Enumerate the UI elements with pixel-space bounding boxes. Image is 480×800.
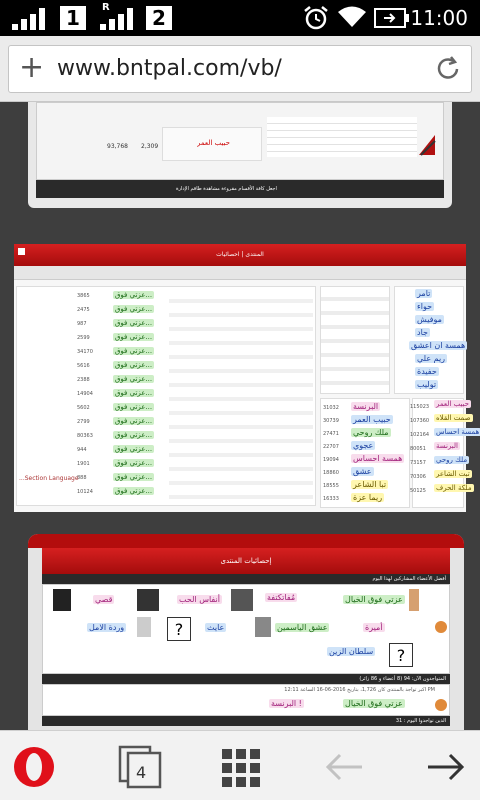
top-member[interactable]: البرنسة: [436, 442, 458, 450]
forum-desc: [267, 117, 417, 157]
top-members-list: [410, 398, 480, 508]
new-member[interactable]: ريم علي: [417, 354, 446, 363]
count-1: 30739: [323, 418, 339, 424]
record-text: أكبر تواجد بالمنتدى كان 1,726، بتاريخ 2016-06-16 الساعة 12:11 PM: [284, 687, 435, 693]
avatar-placeholder[interactable]: ?: [167, 617, 191, 641]
clock: 11:00: [410, 6, 468, 30]
author-tag[interactable]: عزتي فوق...: [115, 417, 153, 425]
member-tag[interactable]: عشق: [353, 467, 372, 476]
reload-icon[interactable]: [433, 54, 463, 84]
stats-header-row: [14, 266, 466, 280]
author-tag[interactable]: عزتي فوق...: [115, 473, 153, 481]
top-count-0: 115023: [410, 404, 430, 410]
online-area: [42, 684, 450, 716]
active-user[interactable]: قصي: [95, 595, 113, 604]
new-member[interactable]: حواء: [417, 302, 433, 311]
row-count-2: 2,309: [141, 143, 159, 150]
avatar[interactable]: [137, 589, 159, 611]
forum-footer-links[interactable]: اجعل كافة الأقسام مقروءة مشاهدة طاقم الإدارة: [176, 186, 277, 192]
top-count-3: 80051: [410, 446, 426, 452]
views-1: 2475: [77, 307, 90, 313]
count-7: 16333: [323, 496, 339, 502]
group-icon: [435, 699, 447, 711]
views-6: 2388: [77, 377, 90, 383]
group-icon: [435, 621, 447, 633]
count-3: 22707: [323, 444, 339, 450]
new-member[interactable]: همسة ان اعشق: [411, 341, 466, 350]
member-tag[interactable]: حبيب العمر: [353, 415, 391, 424]
active-user[interactable]: وردة الامل: [89, 623, 125, 632]
author-tag[interactable]: عزتي فوق...: [115, 487, 153, 495]
active-members-label: أفضل الأعضاء المشاركين لهذا اليوم: [372, 576, 446, 582]
top-member[interactable]: ملك روحي: [436, 456, 468, 464]
views-2: 987: [77, 321, 87, 327]
active-user[interactable]: عايث: [207, 623, 225, 632]
avatar[interactable]: [137, 617, 151, 637]
author-tag[interactable]: عزتي فوق...: [115, 389, 153, 397]
forum-footer-bar: [36, 180, 444, 198]
wifi-icon: [336, 5, 368, 29]
views-0: 3865: [77, 293, 90, 299]
avatar[interactable]: [231, 589, 253, 611]
author-tag[interactable]: عزتي فوق...: [115, 445, 153, 453]
signal-icon: [100, 6, 140, 30]
stats-title: المنتدى | احصائيات: [216, 251, 264, 258]
count-5: 18860: [323, 470, 339, 476]
new-member[interactable]: جاد: [417, 328, 428, 337]
forum-stats-title-bar: [42, 548, 450, 574]
online-user[interactable]: عزتي فوق الخيال: [345, 699, 403, 708]
count-2: 27471: [323, 431, 339, 437]
avatar[interactable]: [53, 589, 71, 611]
top-member[interactable]: تبت الشاعر: [436, 470, 470, 478]
sim1-badge: 1: [60, 6, 86, 30]
new-threads-table: [320, 286, 390, 394]
last-post-user[interactable]: حبيب العمر: [197, 139, 231, 147]
avatar-placeholder[interactable]: ?: [389, 643, 413, 667]
online-user[interactable]: البرنسة !: [271, 699, 302, 708]
top-count-1: 107360: [410, 418, 430, 424]
author-tag[interactable]: عزتي فوق...: [115, 403, 153, 411]
active-user[interactable]: مُفاتكتفة: [267, 593, 296, 602]
forum-row: [36, 102, 444, 180]
new-member[interactable]: توليب: [417, 380, 437, 389]
member-tag[interactable]: عجوي: [353, 441, 374, 450]
member-tag[interactable]: البرنسة: [353, 402, 379, 411]
author-tag[interactable]: عزتي فوق...: [115, 333, 153, 341]
speed-dial-icon[interactable]: [222, 749, 260, 787]
active-user[interactable]: سلطان الزين: [329, 647, 374, 656]
views-10: 80363: [77, 433, 93, 439]
member-tag[interactable]: ريما عزة: [353, 493, 383, 502]
web-viewport[interactable]: [0, 102, 480, 730]
top-count-2: 102164: [410, 432, 430, 438]
count-0: 31032: [323, 405, 339, 411]
new-members-table: [394, 286, 464, 394]
author-tag[interactable]: عزتي فوق...: [115, 291, 153, 299]
active-user[interactable]: عزتي فوق الخيال: [345, 595, 403, 604]
active-user[interactable]: أنفاس الحب: [179, 595, 220, 604]
forum-stats-title: إحصائيات المنتدى: [220, 557, 272, 565]
alarm-icon: [302, 5, 330, 31]
author-tag[interactable]: عزتي فوق...: [115, 375, 153, 383]
top-member[interactable]: حبيب العمر: [436, 400, 470, 408]
top-member[interactable]: صمت القلاه: [436, 414, 471, 422]
today-label: الذين تواجدوا اليوم : 31: [395, 718, 446, 724]
forum-status-icon: [417, 133, 437, 157]
member-tag[interactable]: همسة احساس: [353, 454, 403, 463]
views-9: 2799: [77, 419, 90, 425]
collapse-icon[interactable]: [18, 248, 25, 255]
online-bar: [42, 674, 450, 684]
browser-toolbar: [0, 36, 480, 102]
top-count-6: 50125: [410, 488, 426, 494]
author-tag[interactable]: عزتي فوق...: [115, 319, 153, 327]
top-posters-alt-table: [320, 398, 410, 508]
author-tag[interactable]: عزتي فوق...: [115, 459, 153, 467]
forum-section-panel: [28, 102, 452, 208]
top-member[interactable]: ملكة الحرف: [436, 484, 472, 492]
views-7: 14904: [77, 391, 93, 397]
row-count-1: 93,768: [107, 143, 128, 150]
sim2-badge: 2: [146, 6, 172, 30]
active-members-area: [42, 584, 450, 674]
latest-threads-table: [16, 286, 316, 506]
avatar[interactable]: [409, 589, 419, 611]
back-arrow-icon[interactable]: [324, 751, 364, 783]
today-bar: [42, 716, 450, 726]
views-12: 1901: [77, 461, 90, 467]
member-tag[interactable]: تبا الشاعر: [353, 480, 387, 489]
avatar[interactable]: [255, 617, 271, 637]
forward-arrow-icon[interactable]: [426, 751, 466, 783]
member-tag[interactable]: ملك روحي: [353, 428, 389, 437]
add-tab-icon[interactable]: +: [19, 50, 45, 85]
views-13: 888: [77, 475, 87, 481]
thread-titles: [169, 289, 313, 503]
count-6: 18555: [323, 483, 339, 489]
url-text[interactable]: www.bntpal.com/vb/: [57, 56, 282, 81]
battery-icon: [374, 6, 410, 30]
address-field[interactable]: [8, 45, 472, 93]
views-8: 5602: [77, 405, 90, 411]
active-user[interactable]: أميرة: [365, 623, 383, 632]
author-tag[interactable]: عزتي فوق...: [115, 431, 153, 439]
online-label: المتواجدون الآن: 94 (8 أعضاء و 86 زائر): [359, 676, 446, 682]
author-tag[interactable]: عزتي فوق...: [115, 361, 153, 369]
tab-count: 4: [136, 763, 147, 782]
active-user[interactable]: عشق الياسمين: [277, 623, 328, 632]
count-4: 19094: [323, 457, 339, 463]
new-member[interactable]: موفيش: [417, 315, 442, 324]
stats-title-bar: [14, 244, 466, 266]
top-count-5: 70306: [410, 474, 426, 480]
views-4: 34170: [77, 349, 93, 355]
signal-icon: [12, 6, 52, 30]
browser-nav-bar: [0, 730, 480, 800]
stats-panel: [14, 244, 480, 512]
views-3: 2599: [77, 335, 90, 341]
opera-menu-icon[interactable]: [12, 745, 56, 789]
section-language-label[interactable]: ...Section Language: [19, 475, 79, 482]
forum-stats-topbar: [28, 534, 464, 548]
views-5: 5616: [77, 363, 90, 369]
top-count-4: 73157: [410, 460, 426, 466]
top-member[interactable]: همسة احساس: [436, 428, 480, 436]
active-members-bar: [42, 574, 450, 584]
views-11: 944: [77, 447, 87, 453]
forum-stats-panel: [28, 534, 464, 730]
new-member[interactable]: تامر: [417, 289, 431, 298]
author-tag[interactable]: عزتي فوق...: [115, 347, 153, 355]
author-tag[interactable]: عزتي فوق...: [115, 305, 153, 313]
status-bar: [0, 0, 480, 36]
views-14: 10124: [77, 489, 93, 495]
new-member[interactable]: حفيدة: [417, 367, 437, 376]
roaming-label: R: [102, 2, 110, 13]
